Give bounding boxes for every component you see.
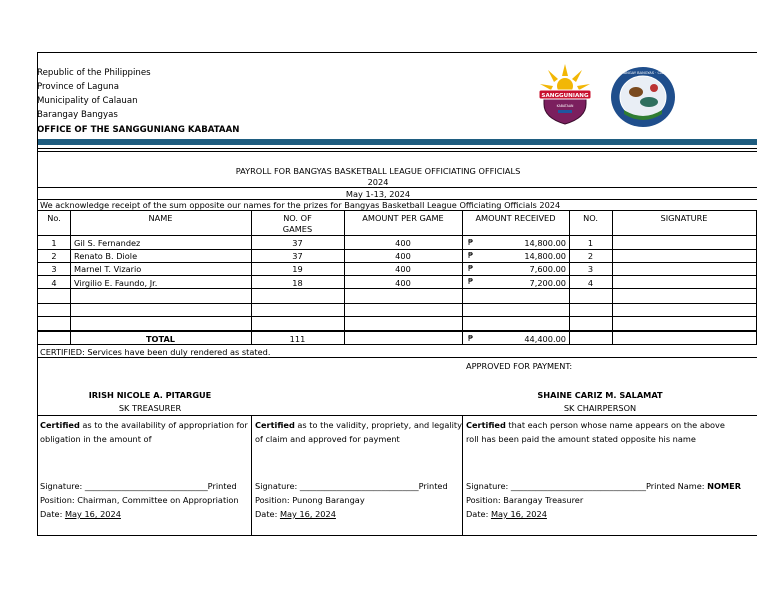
col-received-header: AMOUNT RECEIVED xyxy=(475,213,556,223)
col-per-game-header: AMOUNT PER GAME xyxy=(362,213,444,223)
header-line-2: Province of Laguna xyxy=(37,82,119,92)
col-no-header: No. xyxy=(47,213,61,223)
peso-icon: ₱ xyxy=(468,250,474,260)
col-no2-header: NO. xyxy=(583,213,598,223)
certified-services: CERTIFIED: Services have been duly rendered as stated. xyxy=(40,347,271,357)
peso-icon: ₱ xyxy=(468,263,474,273)
chairperson-name: SHAINE CARIZ M. SALAMAT xyxy=(537,390,663,400)
header-divider-band xyxy=(38,139,757,145)
sk-logo-icon xyxy=(536,62,594,126)
payroll-year: 2024 xyxy=(367,177,389,187)
header-line-3: Municipality of Calauan xyxy=(37,96,138,106)
col-name-header: NAME xyxy=(148,213,173,223)
col-signature-header: SIGNATURE xyxy=(660,213,708,223)
header-line-4: Barangay Bangyas xyxy=(37,110,118,120)
sk-logo-text: SANGGUNIANG xyxy=(541,93,589,99)
office-title: OFFICE OF THE SANGGUNIANG KABATAAN xyxy=(37,125,240,135)
sk-logo-subtext: KABATAAN xyxy=(556,104,574,108)
col-games-header-2: GAMES xyxy=(282,224,313,234)
payroll-title: PAYROLL FOR BANGYAS BASKETBALL LEAGUE OFFICIATING OFFICIALS xyxy=(235,166,521,176)
peso-icon: ₱ xyxy=(468,237,474,247)
total-games: 111 xyxy=(289,334,306,344)
peso-icon: ₱ xyxy=(468,276,474,286)
seal-text: BAGUAL NG BARANGAY BANGYAS · CALAUAN, LAGUNA xyxy=(593,71,693,75)
barangay-seal-icon xyxy=(593,66,693,128)
approved-for-payment: APPROVED FOR PAYMENT: xyxy=(466,361,573,371)
acknowledgement-text: We acknowledge receipt of the sum opposite our names for the prizes for Bangyas Basketball League Officiating Officials 2024 xyxy=(40,200,561,210)
treasurer-name: IRISH NICOLE A. PITARGUE xyxy=(88,390,212,400)
treasurer-position: SK TREASURER xyxy=(118,403,182,413)
header-line-1: Republic of the Philippines xyxy=(37,68,151,78)
peso-icon: ₱ xyxy=(468,333,474,343)
payroll-dates: May 1-13, 2024 xyxy=(345,189,411,199)
col-games-header-1: NO. OF xyxy=(283,213,312,223)
chairperson-position: SK CHAIRPERSON xyxy=(563,403,637,413)
total-received: 44,400.00 xyxy=(524,334,566,344)
total-label: TOTAL xyxy=(145,334,176,344)
